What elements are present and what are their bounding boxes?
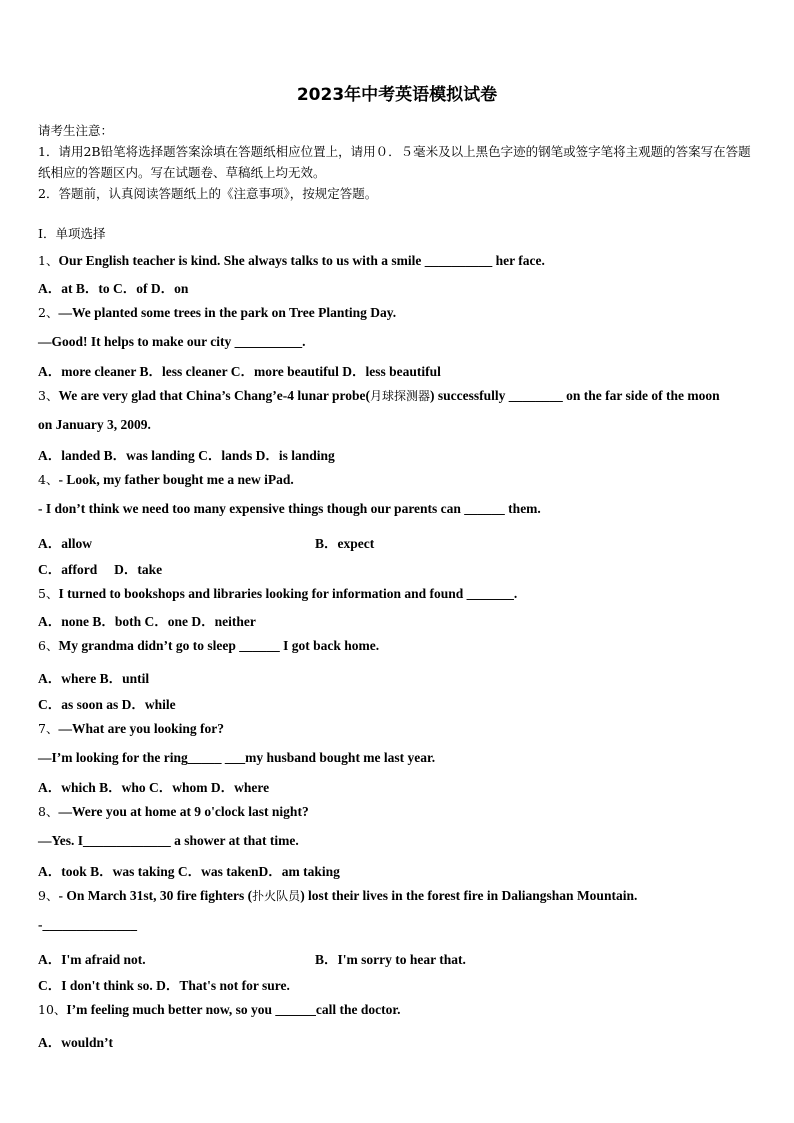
question-2: 2、—We planted some trees in the park on Tree Planting Day. bbox=[38, 305, 397, 320]
question-9-reply: -______________ bbox=[38, 917, 137, 932]
question-6-options-cd[interactable]: C．as soon as D．while bbox=[38, 697, 176, 712]
question-2-reply: —Good! It helps to make our city __________. bbox=[38, 334, 306, 349]
question-3: 3、We are very glad that China’s Chang’e-4 lunar probe(月球探测器) successfully ________ on the far side of the moon bbox=[38, 388, 720, 403]
question-1-options[interactable]: A．at B．to C．of D．on bbox=[38, 281, 189, 296]
question-4-option-c[interactable]: C．afford D．take bbox=[38, 562, 163, 577]
question-5-options[interactable]: A．none B．both C．one D．neither bbox=[38, 614, 256, 629]
question-4: 4、- Look, my father bought me a new iPad. bbox=[38, 472, 294, 487]
question-3-options[interactable]: A．landed B．was landing C．lands D．is landing bbox=[38, 448, 335, 463]
section-heading: Ⅰ．单项选择 bbox=[38, 226, 106, 241]
notice-heading: 请考生注意： bbox=[38, 123, 114, 138]
notice-line-2: 2．答题前，认真阅读答题纸上的《注意事项》，按规定答题。 bbox=[38, 186, 378, 201]
question-4-option-d[interactable]: D．take bbox=[114, 562, 163, 577]
question-8-reply: —Yes. I_____________ a shower at that time. bbox=[38, 833, 299, 848]
question-2-options[interactable]: A．more cleaner B．less cleaner C．more beautiful D．less beautiful bbox=[38, 364, 441, 379]
notice-line-1: 1．请用2B铅笔将选择题答案涂填在答题纸相应位置上，请用０．５毫米及以上黑色字迹的钢笔或签字笔将主观题的答案写在答题纸相应的答题区内。写在试题卷、草稿纸上均无效。 bbox=[38, 144, 751, 180]
question-9-option-b[interactable]: B．I'm sorry to hear that. bbox=[315, 952, 466, 967]
question-8: 8、—Were you at home at 9 o'clock last night? bbox=[38, 804, 309, 819]
question-6-options-ab[interactable]: A．where B．until bbox=[38, 671, 150, 686]
question-9: 9、- On March 31st, 30 fire fighters (扑火队员) lost their lives in the forest fire in Daliangshan Mountain. bbox=[38, 888, 638, 903]
question-8-options[interactable]: A．took B．was taking C．was takenD．am taking bbox=[38, 864, 340, 879]
page-title: 2023年中考英语模拟试卷 bbox=[296, 85, 498, 105]
question-9-options-cd[interactable]: C．I don't think so. D．That's not for sure. bbox=[38, 978, 290, 993]
question-10-option-a[interactable]: A．wouldn’t bbox=[38, 1035, 114, 1050]
question-4-reply: - I don’t think we need too many expensive things though our parents can ______ them. bbox=[38, 501, 541, 516]
question-7-reply: —I’m looking for the ring_____ ___my husband bought me last year. bbox=[38, 750, 436, 765]
question-4-option-a[interactable]: A．allow bbox=[38, 536, 92, 551]
question-7: 7、—What are you looking for? bbox=[38, 721, 224, 736]
question-5: 5、I turned to bookshops and libraries looking for information and found _______. bbox=[38, 586, 518, 601]
question-4-option-b[interactable]: B．expect bbox=[315, 536, 375, 551]
question-9-option-a[interactable]: A．I'm afraid not. bbox=[38, 952, 146, 967]
question-10: 10、I’m feeling much better now, so you ______call the doctor. bbox=[38, 1002, 401, 1017]
question-7-options[interactable]: A．which B．who C．whom D．where bbox=[38, 780, 270, 795]
question-3-continued: on January 3, 2009. bbox=[38, 417, 151, 432]
question-6: 6、My grandma didn’t go to sleep ______ I got back home. bbox=[38, 638, 380, 653]
question-1: 1、Our English teacher is kind. She always talks to us with a smile __________ her face. bbox=[38, 253, 545, 268]
